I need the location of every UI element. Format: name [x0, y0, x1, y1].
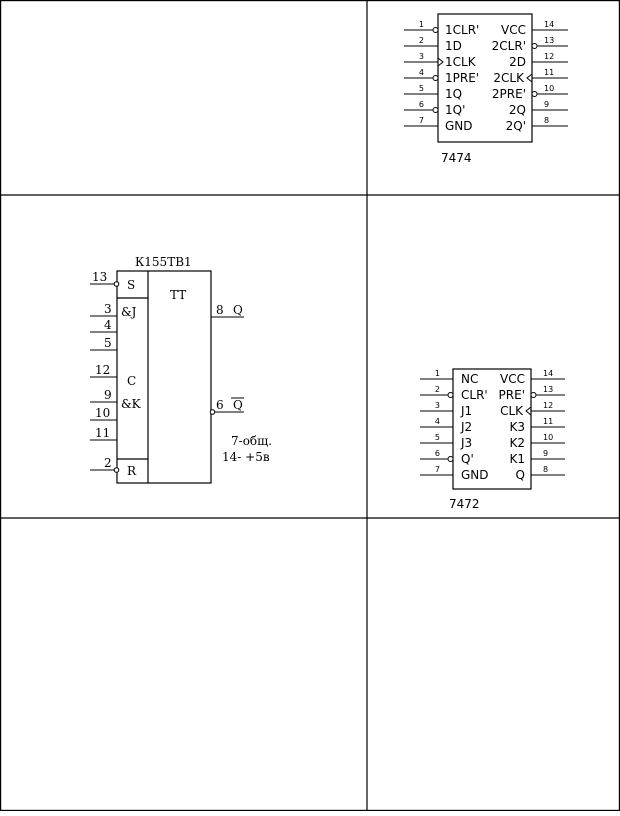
inversion-bubble	[433, 28, 438, 33]
pin-number: 12	[543, 401, 554, 410]
pin-number: 13	[92, 270, 108, 284]
pin-label: J1	[461, 404, 473, 418]
pin-label: 1Q'	[445, 103, 466, 117]
pin-number: 3	[418, 52, 424, 61]
pin-number: 12	[95, 363, 111, 377]
chip-7474	[404, 14, 568, 165]
chip-k155tv1	[90, 255, 272, 483]
inversion-bubble	[448, 457, 453, 462]
pin-number: 1	[418, 20, 424, 29]
pin-number: 5	[104, 336, 112, 350]
pin-number: 9	[104, 388, 112, 402]
pin-label: Q'	[461, 452, 474, 466]
inversion-bubble	[210, 410, 215, 415]
inversion-bubble	[433, 76, 438, 81]
power-note-gnd: 7-общ.	[231, 434, 273, 448]
clock-label: C	[127, 374, 137, 388]
pin-number: 9	[543, 449, 549, 458]
function-label: TT	[170, 288, 187, 302]
power-note-vcc: 14- +5в	[222, 450, 270, 464]
pin-number: 8	[544, 116, 550, 125]
pin-number: 2	[418, 36, 424, 45]
inversion-bubble	[531, 393, 536, 398]
pin-number: 13	[543, 385, 554, 394]
pin-number: 4	[104, 318, 112, 332]
pin-label: NC	[461, 372, 479, 386]
pin-label: PRE'	[498, 388, 525, 402]
pin-number: 4	[418, 68, 424, 77]
pin-number: 10	[543, 433, 554, 442]
inversion-bubble	[532, 44, 537, 49]
pin-label: 2Q'	[505, 119, 526, 133]
pin-number: 13	[544, 36, 555, 45]
pin-label: GND	[445, 119, 473, 133]
pin-number: 9	[544, 100, 550, 109]
j-input-label: &J	[121, 305, 137, 319]
pin-label: Q	[515, 468, 525, 482]
pin-number: 1	[434, 369, 440, 378]
pin-label: K1	[509, 452, 525, 466]
pin-number: 10	[544, 84, 555, 93]
pin-label: CLR'	[461, 388, 488, 402]
pin-label: 1D	[445, 39, 462, 53]
pin-number: 5	[434, 433, 440, 442]
inversion-bubble	[532, 92, 537, 97]
pin-number: 2	[434, 385, 440, 394]
output-q-bar-label: Q	[233, 398, 243, 412]
pin-label: 2D	[509, 55, 526, 69]
pin-label: 2CLR'	[491, 39, 526, 53]
pin-number: 12	[544, 52, 555, 61]
pin-label: K3	[509, 420, 525, 434]
pin-label: 1PRE'	[445, 71, 480, 85]
pin-label: CLK	[500, 404, 523, 418]
part-number-label: 7474	[441, 151, 472, 165]
inversion-bubble	[433, 108, 438, 113]
pin-number: 6	[216, 398, 224, 412]
pin-number: 3	[104, 302, 112, 316]
pin-number: 6	[418, 100, 424, 109]
pin-label: 2CLK	[493, 71, 524, 85]
set-label: S	[127, 278, 136, 292]
chip-7472	[420, 369, 565, 511]
pin-label: J2	[461, 420, 473, 434]
pin-number: 11	[544, 68, 555, 77]
table-border	[1, 1, 620, 811]
pin-number: 4	[434, 417, 440, 426]
pin-label: J3	[461, 436, 473, 450]
pin-number: 3	[434, 401, 440, 410]
k-input-label: &K	[121, 397, 141, 411]
pin-number: 10	[95, 406, 111, 420]
pin-number: 8	[543, 465, 549, 474]
output-q-label: Q	[233, 303, 243, 317]
pin-label: 2Q	[508, 103, 526, 117]
pin-number: 6	[434, 449, 440, 458]
inversion-bubble	[114, 468, 119, 473]
inversion-bubble	[448, 393, 453, 398]
pin-label: 1CLK	[445, 55, 476, 69]
pin-label: GND	[461, 468, 489, 482]
reset-label: R	[127, 464, 137, 478]
pin-number: 2	[104, 456, 112, 470]
pin-label: 1CLR'	[445, 23, 480, 37]
inversion-bubble	[114, 282, 119, 287]
part-number-label: 7472	[449, 497, 480, 511]
pin-number: 11	[95, 426, 111, 440]
pin-number: 7	[418, 116, 424, 125]
pin-label: 1Q	[445, 87, 463, 101]
pin-number: 7	[434, 465, 440, 474]
pin-number: 14	[544, 20, 555, 29]
pin-label: 2PRE'	[491, 87, 526, 101]
pin-label: VCC	[500, 372, 525, 386]
pin-number: 11	[543, 417, 554, 426]
pin-number: 14	[543, 369, 554, 378]
pin-label: VCC	[501, 23, 526, 37]
pin-number: 5	[418, 84, 424, 93]
pin-number: 8	[216, 303, 224, 317]
chip-title: К155ТВ1	[135, 255, 192, 269]
pin-label: K2	[509, 436, 525, 450]
